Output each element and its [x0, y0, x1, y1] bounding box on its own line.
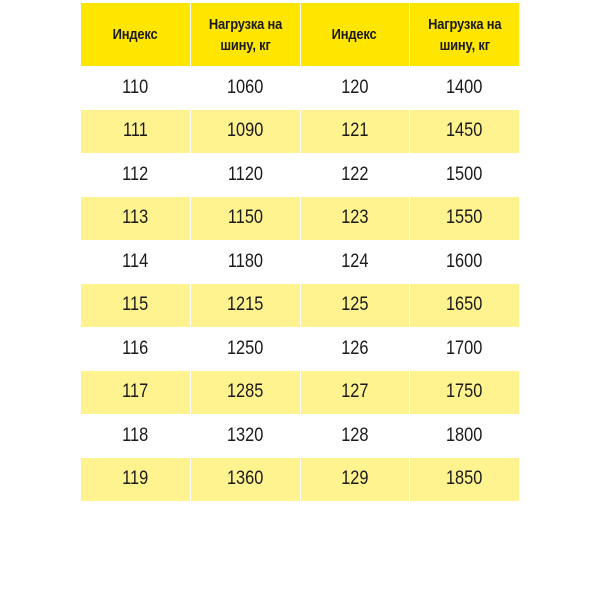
cell-value: 1400	[446, 76, 483, 98]
cell-value: 129	[340, 468, 369, 490]
cell-index-right	[300, 197, 409, 241]
cell-load-right	[409, 327, 519, 371]
cell-value: 1320	[226, 424, 264, 446]
cell-value: 1500	[446, 163, 483, 185]
cell-value: 120	[340, 76, 369, 98]
table-row	[81, 240, 519, 284]
cell-index-right	[300, 153, 409, 197]
cell-value: 128	[340, 424, 369, 446]
cell-value: 1180	[227, 250, 263, 272]
cell-value: 1550	[446, 207, 483, 229]
header-index-left	[81, 3, 190, 66]
cell-value: 1250	[226, 337, 264, 359]
cell-index-left	[81, 284, 190, 328]
cell-load-right	[409, 66, 519, 110]
cell-index-left	[81, 240, 190, 284]
table-row	[81, 414, 519, 458]
cell-value: 115	[122, 294, 149, 316]
cell-index-right	[300, 66, 409, 110]
cell-value: 126	[340, 337, 369, 359]
cell-load-left	[190, 153, 300, 197]
cell-value: 125	[340, 294, 369, 316]
cell-value: 112	[122, 163, 149, 185]
cell-load-right	[409, 197, 519, 241]
cell-index-right	[300, 371, 409, 415]
cell-load-left	[190, 414, 300, 458]
table-row	[81, 458, 519, 502]
load-index-table	[81, 3, 519, 501]
cell-value: 1600	[446, 250, 483, 272]
cell-index-right	[300, 327, 409, 371]
cell-value: 1150	[227, 207, 263, 229]
table-row	[81, 110, 519, 154]
table-body	[81, 66, 519, 501]
cell-load-left	[190, 284, 300, 328]
header-row	[81, 3, 519, 66]
cell-load-left	[190, 327, 300, 371]
cell-load-left	[190, 458, 300, 502]
cell-index-right	[300, 110, 409, 154]
cell-index-right	[300, 284, 409, 328]
table-row	[81, 284, 519, 328]
cell-value: 1215	[226, 294, 264, 316]
cell-value: 1090	[226, 120, 264, 142]
cell-load-left	[190, 110, 300, 154]
cell-index-left	[81, 458, 190, 502]
table-row	[81, 66, 519, 110]
cell-value: 1750	[446, 381, 483, 403]
cell-value: 116	[122, 337, 149, 359]
cell-value: 1700	[446, 337, 483, 359]
header-load-left	[190, 3, 300, 66]
cell-value: 1450	[446, 120, 483, 142]
cell-value: 1800	[446, 424, 483, 446]
cell-load-left	[190, 66, 300, 110]
cell-value: 1060	[226, 76, 264, 98]
cell-load-left	[190, 240, 300, 284]
cell-value: 114	[122, 250, 149, 272]
cell-value: 113	[122, 207, 149, 229]
cell-load-left	[190, 197, 300, 241]
cell-value: 1850	[446, 468, 483, 490]
cell-value: 1285	[226, 381, 264, 403]
cell-index-left	[81, 414, 190, 458]
header-index-right-label: Индекс	[332, 26, 377, 43]
cell-load-left	[190, 371, 300, 415]
cell-value: 122	[340, 163, 369, 185]
cell-index-left	[81, 197, 190, 241]
header-load-left-label: Нагрузка на шину, кг	[208, 15, 282, 54]
cell-value: 118	[122, 424, 149, 446]
cell-index-left	[81, 66, 190, 110]
cell-index-right	[300, 458, 409, 502]
cell-load-right	[409, 414, 519, 458]
cell-value: 117	[122, 381, 149, 403]
cell-load-right	[409, 153, 519, 197]
cell-value: 1360	[226, 468, 264, 490]
cell-load-right	[409, 284, 519, 328]
table-row	[81, 153, 519, 197]
header-index-left-label: Индекс	[112, 26, 158, 43]
header-load-right-label: Нагрузка на шину, кг	[427, 15, 501, 54]
cell-value: 111	[122, 120, 148, 142]
cell-index-left	[81, 371, 190, 415]
cell-value: 110	[122, 76, 149, 98]
cell-value: 127	[340, 381, 369, 403]
cell-value: 121	[340, 120, 369, 142]
cell-index-right	[300, 414, 409, 458]
cell-value: 1650	[446, 294, 483, 316]
cell-load-right	[409, 240, 519, 284]
cell-value: 123	[340, 207, 369, 229]
cell-index-left	[81, 110, 190, 154]
table-row	[81, 327, 519, 371]
cell-load-right	[409, 110, 519, 154]
cell-index-right	[300, 240, 409, 284]
table-row	[81, 197, 519, 241]
cell-load-right	[409, 371, 519, 415]
header-index-right	[300, 3, 409, 66]
table-header	[81, 3, 519, 66]
cell-load-right	[409, 458, 519, 502]
table-row	[81, 371, 519, 415]
cell-index-left	[81, 153, 190, 197]
cell-value: 124	[340, 250, 369, 272]
cell-index-left	[81, 327, 190, 371]
cell-value: 119	[122, 468, 149, 490]
cell-value: 1120	[227, 163, 263, 185]
header-load-right	[409, 3, 519, 66]
